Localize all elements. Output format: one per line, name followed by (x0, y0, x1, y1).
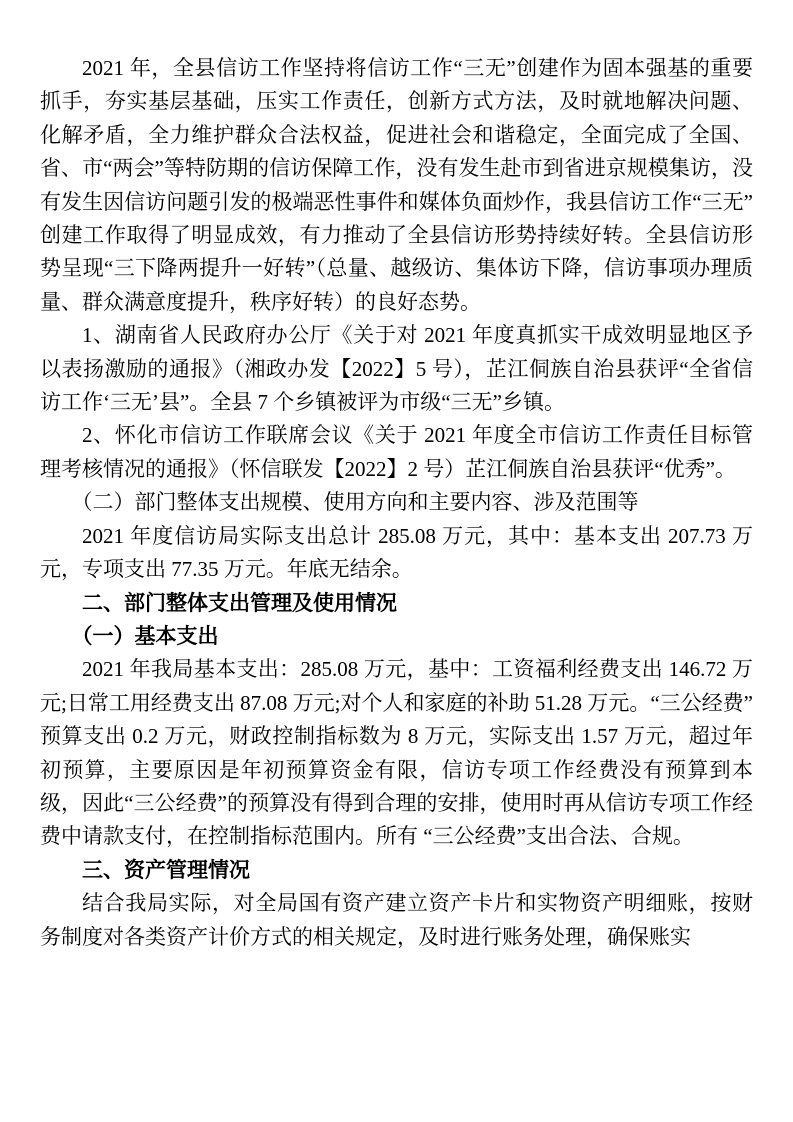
subsection-heading-expenditure-scope: （二）部门整体支出规模、使用方向和主要内容、涉及范围等 (71, 490, 639, 515)
basic-expenditure-paragraph: 2021 年我局基本支出：285.08 万元，基中：工资福利经费支出 146.72 万元;日常工用经费支出 87.08 万元;对个人和家庭的补助 51.28 万元。“三公经费”预算支出 0.2 万元，财政控制指标数为 8 万元，实际支出 1.57 万元，超过年初预算，主要原因是年初预算资金有限，信访专项工作经费没有预算到本级，因此“三公经费”的预算没有得到合理的安排，使用时再从信访专项工作经费中请款支付，在控制指标范围内。所有 “三公经费”支出合法、合规。 (40, 657, 753, 849)
asset-management-paragraph: 结合我局实际，对全局国有资产建立资产卡片和实物资产明细账，按财务制度对各类资产计价方式的相关规定，及时进行账务处理，确保账实 (40, 891, 753, 949)
section-heading-asset-management: 三、资产管理情况 (82, 858, 250, 882)
award-item-2: 2、怀化市信访工作联席会议《关于 2021 年度全市信访工作责任目标管理考核情况的通报》（怀信联发【2022】2 号）芷江侗族自治县获评“优秀”。 (40, 423, 753, 481)
expenditure-summary-paragraph: 2021 年度信访局实际支出总计 285.08 万元，其中：基本支出 207.73 万元，专项支出 77.35 万元。年底无结余。 (40, 523, 753, 582)
section-heading-expenditure-management: 二、部门整体支出管理及使用情况 (82, 591, 397, 615)
award-item-1: 1、湖南省人民政府办公厅《关于对 2021 年度真抓实干成效明显地区予以表扬激励的通报》（湘政办发【2022】5 号），芷江侗族自治县获评“全省信访工作‘三无’县”。全县 7 个乡镇被评为市级“三无”乡镇。 (40, 323, 753, 415)
document-body (40, 52, 753, 954)
subsection-heading-basic-expenditure: （一）基本支出 (71, 624, 219, 648)
intro-paragraph: 2021 年，全县信访工作坚持将信访工作“三无”创建作为固本强基的重要抓手，夯实基层基础，压实工作责任，创新方式方法，及时就地解决问题、化解矛盾，全力维护群众合法权益，促进社会和谐稳定，全面完成了全国、省、市“两会”等特防期的信访保障工作，没有发生赴市到省进京规模集访，没有发生因信访问题引发的极端恶性事件和媒体负面炒作，我县信访工作“三无”创建工作取得了明显成效，有力推动了全县信访形势持续好转。全县信访形势呈现“三下降两提升一好转”（总量、越级访、集体访下降，信访事项办理质量、群众满意度提升，秩序好转）的良好态势。 (40, 56, 753, 314)
